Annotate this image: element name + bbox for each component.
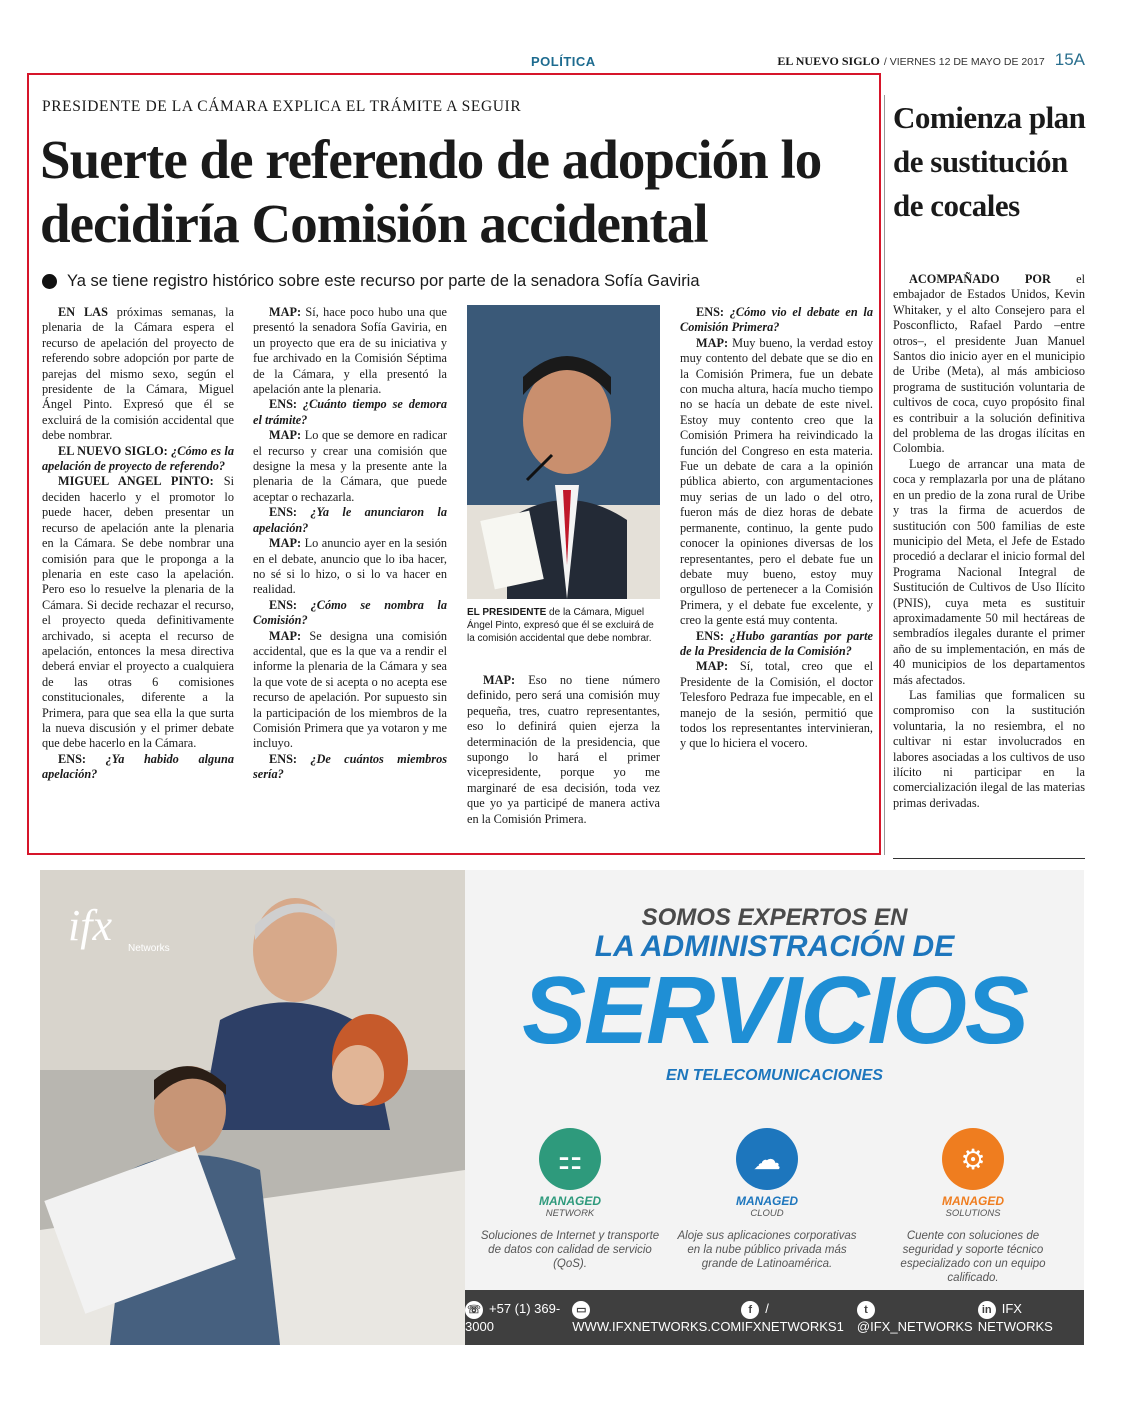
ad-photo [40,870,465,1345]
body-paragraph [42,474,234,751]
side-end-rule [893,858,1085,859]
web-icon: ▭ [572,1301,590,1319]
article-kicker: PRESIDENTE DE LA CÁMARA EXPLICA EL TRÁMITE A SEGUIR [42,98,522,115]
column-divider [884,95,885,855]
paragraph-text: Sí, total, creo que el Presidente de la Comisión, el doctor Telesforo Pedraza fue impecable, en el manejo de la sesión, permitió que todos los representantes intervinieran, y que lo hiciera el vocero. [680,659,873,751]
ad-tagline-2: LA ADMINISTRACIÓN DE [594,930,955,963]
page-number: 15A [1054,50,1085,69]
paragraph-lead: ENS: [696,305,725,319]
caption-text: de la Cámara, Miguel Ángel Pinto, expresó que él se excluirá de la comisión accidental que debe nombrar. [467,607,654,644]
question-paragraph [253,397,447,428]
twitter-icon: t [857,1301,875,1319]
paragraph-text: ¿Cómo vio el debate en la Comisión Primera? [680,305,873,335]
body-paragraph [893,457,1085,688]
body-paragraph [253,536,447,598]
paper-name: EL NUEVO SIGLO [777,54,880,68]
cloud-icon: ☁ [736,1128,798,1190]
paragraph-text: Lo anuncio ayer en la sesión en el debate, anuncio que lo iba hacer, no sé si lo hizo, o si lo va hacer en realidad. [253,536,447,597]
side-headline: Comienza plan de sustitución de cocales [893,100,1086,223]
paragraph-lead: ENS: [269,597,298,612]
contact-phone[interactable]: ☏ +57 (1) 369-3000 [465,1301,561,1334]
article-column-4 [680,305,873,752]
paragraph-text: ¿Ya le anunciaron la apelación? [253,505,447,535]
paragraph-text: ¿Hubo garantías por parte de la Presidencia de la Comisión? [680,628,873,658]
body-paragraph [680,336,873,629]
issue-date: / VIERNES 12 DE MAYO DE 2017 [883,56,1045,68]
ad-tagline-3: SERVICIOS [522,957,1027,1064]
article-photo [467,305,660,599]
facebook-icon: f [741,1301,759,1319]
paragraph-lead: MAP: [269,536,302,551]
paragraph-lead: MIGUEL ANGEL PINTO: [58,474,214,489]
caption-lead: EL PRESIDENTE [467,607,547,618]
article-headline: Suerte de referendo de adopción lo decidiría Comisión accidental [40,129,822,254]
paragraph-lead: MAP: [696,335,729,350]
paragraph-text: ¿Cómo es la apelación de proyecto de referendo? [42,443,234,474]
section-label: POLÍTICA [531,54,596,69]
article-column-2 [253,305,447,783]
paragraph-text: Sí, hace poco hubo una que presentó la senadora Sofía Gaviria, en un proyecto que era de su iniciativa y fue archivado en la Comisión Séptima de la Cámara, y ella presentó la apelación ante la plenaria. [253,305,447,397]
paragraph-lead: ENS: [269,397,298,412]
paragraph-lead: MAP: [269,305,302,319]
linkedin-icon: in [978,1301,996,1319]
paragraph-text: próximas semanas, la plenaria de la Cámara espera el recurso de apelación del proyecto de referendo sobre adopción por parte de parejas del mismo sexo, según el presidente de la Cámara, Miguel Ángel Pinto. Expresó que él se excluirá de la comisión accidental que debe nombrar. [42,305,234,443]
body-paragraph [680,659,873,751]
bullet-icon [42,274,57,289]
paragraph-text: ¿Cuánto tiempo se demora el trámite? [253,397,447,427]
paragraph-text: Si deciden hacerlo y el promotor lo puede hacer, deben presentar un recurso de apelación ante la plenaria en la Cámara. Se debe nombrar una comisión para que le proponga a la plenaria en este caso la apelación. Pero eso lo resuelve la plenaria de la Cámara. Si decide rechazar el recurso, el proyecto queda definitivamente archivado, si acepta el recurso de apelación, entonces la mesa directiva deberá enviar el proyecto a cualquiera de las otras 6 comisiones constitucionales, diferente a la Primera, para que sea ella la que surta la nueva discusión y el primer debate que debe hacerlo en la Cámara. [42,474,234,751]
paragraph-lead: MAP: [269,628,302,643]
paragraph-text: ¿Ya habido alguna apelación? [42,751,234,782]
paragraph-text: ¿De cuántos miembros sería? [253,751,447,782]
paragraph-lead: ENS: [269,751,298,766]
contact-facebook[interactable]: f / IFXNETWORKS1 [741,1301,844,1334]
paragraph-text: Muy bueno, la verdad estoy muy contento del debate que se dio en la Comisión Primera, fue un debate con mucha altura, hacía mucho tiempo no se hacía un debate de este nivel. Estoy muy contento creo que la Comisión Primera ha reivindicado la función del Congreso en esta materia. Fue un debate de cara a la opinión pública abierto, con argumentaciones muy serias de un lado o del otro, fueron más de diez horas de debate permanente, continuo, la gente pudo conocer la opiniones diversas de los representantes, pero el debate fue un debate muy bueno, estoy muy orgulloso de pertenecer a la Comisión Primera, y el debate fue excelente, y creo la gente está muy contenta. [680,335,873,628]
body-paragraph [42,305,234,444]
photo-caption [467,606,662,645]
ad-panel [465,870,1084,1345]
body-paragraph [893,272,1085,457]
paragraph-lead: ENS: [269,505,298,520]
body-paragraph [253,305,447,397]
phone-icon: ☏ [465,1301,483,1319]
article-deck [42,272,700,291]
body-paragraph [253,428,447,505]
contact-twitter[interactable]: t@IFX_NETWORKS [857,1301,978,1334]
question-paragraph [253,752,447,783]
paragraph-text: Eso no tiene número definido, pero será una comisión muy pequeña, tres, cuatro representantes, eso lo definirá quien ejerza la determinación de la presidencia, que supongo lo hará el primer vicepresidente, porque yo me marginaré de esa decisión, toda vez que yo ya participé de manera activa en la Comisión Primera. [467,673,660,826]
contact-web[interactable]: ▭WWW.IFXNETWORKS.COM [572,1301,741,1334]
paragraph-lead: ENS: [58,751,87,766]
paragraph-lead: ENS: [696,628,725,643]
paragraph-lead: EL NUEVO SIGLO: [58,443,168,458]
paragraph-lead: MAP: [696,659,729,674]
network-icon: ⚏ [539,1128,601,1190]
question-paragraph [253,598,447,629]
article-column-1 [42,305,234,783]
paragraph-lead: MAP: [269,428,302,443]
paragraph-text: Lo que se demore en radicar el recurso y crear una comisión que designe la mesa y la presente ante la plenaria de la Cámara, que puede aceptar o rechazarla. [253,428,447,504]
ad-tagline-1: SOMOS EXPERTOS EN [641,904,908,931]
body-paragraph [253,629,447,752]
gear-icon: ⚙ [942,1128,1004,1190]
paragraph-text: Las familias que formalicen su compromiso con la sustitución voluntaria, la no resiembra, el no cultivar ni estar involucrados en labores asociadas a los cultivos de uso ilícito ni participar en la comercialización ilegal de las materias primas derivadas. [893,687,1085,810]
question-paragraph [680,629,873,660]
deck-text: Ya se tiene registro histórico sobre este recurso por parte de la senadora Sofía Gaviria [67,272,700,290]
question-paragraph [253,505,447,536]
paragraph-lead: EN LAS [58,305,108,319]
speaker-photo-icon [467,305,660,599]
ad-contact-bar [465,1290,1084,1345]
ifx-logo: ifx Networks [68,901,170,954]
question-paragraph [680,305,873,336]
side-article-text [893,272,1085,811]
paragraph-text: el embajador de Estados Unidos, Kevin Whitaker, y el alto Consejero para el Posconflicto, Rafael Pardo –entre otros–, el presidente Juan Manuel Santos dio inicio ayer en el municipio de Uribe (Meta), al más ambicioso programa de sustitución voluntaria de cultivos de coca, cuyo propósito final es contribuir a la solución definitiva del problema de las drogas ilícitas en Colombia. [893,272,1085,456]
paragraph-lead: MAP: [483,673,516,687]
service-cloud: ☁ MANAGED CLOUD Aloje sus aplicaciones corporativas en la nube público privada más grande de Latinoamérica. [677,1128,857,1271]
service-solutions: ⚙ MANAGED SOLUTIONS Cuente con soluciones de seguridad y soporte técnico especializado con un equipo calificado. [883,1128,1063,1285]
question-paragraph [42,444,234,475]
paragraph-text: ¿Cómo se nombra la Comisión? [253,597,447,628]
question-paragraph [42,752,234,783]
paragraph-lead: ACOMPAÑADO POR [909,272,1051,286]
service-network: ⚏ MANAGED NETWORK Soluciones de Internet y transporte de datos con calidad de servicio (QoS). [480,1128,660,1271]
body-paragraph [467,673,660,827]
article-column-3 [467,673,660,827]
masthead [777,50,1085,70]
paragraph-text: Se designa una comisión accidental, que es la que va a rendir el informe la plenaria de la Cámara y sea la que vote de si acepta o no acepta ese recurso de apelación. Por supuesto sin la participación de los miembros de la Comisión Primera que ya votaron y me incluyo. [253,628,447,751]
ad-tagline-4: EN TELECOMUNICACIONES [666,1067,883,1084]
contact-linkedin[interactable]: in IFX NETWORKS [977,1301,1053,1334]
paragraph-text: Luego de arrancar una mata de coca y remplazarla por una de plátano en un predio de la zona rural de Uribe y tras la firma de acuerdos de sustitución con 500 familias de este municipio del Meta, el Jefe de Estado procedió a declarar el inicio formal del Programa Nacional Integral de Sustitución de Cultivos de Uso Ilícito (PNIS), cuya meta es sustituir aproximadamente 50 mil hectáreas de sembradíos ilegales durante el primer año de su implementación, en más de 40 municipios de los departamentos más afectados. [893,456,1085,687]
body-paragraph [893,688,1085,811]
